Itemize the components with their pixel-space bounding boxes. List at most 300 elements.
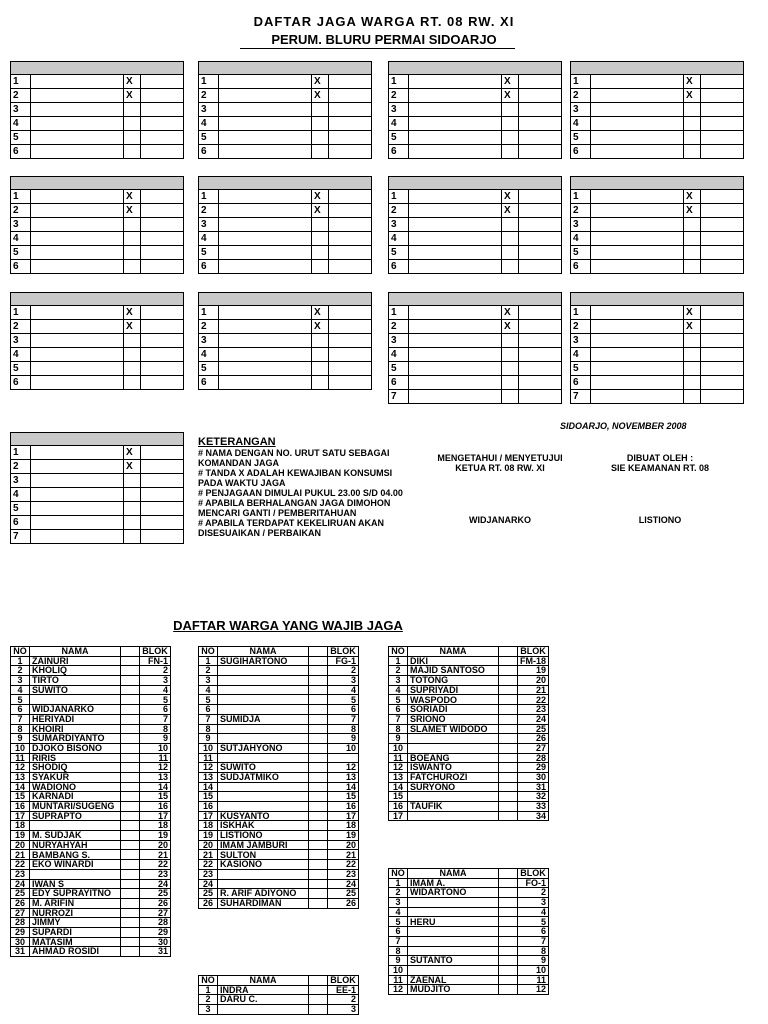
warga-gap [309,985,328,995]
guard-row-name [31,218,124,232]
guard-row-mark [124,117,141,131]
guard-row-mark [502,334,519,348]
warga-name: TIRTO [30,676,121,686]
guard-row-name [219,75,312,89]
guard-row-name [591,117,684,131]
warga-blok: 12 [328,763,359,773]
warga-row [389,656,549,666]
warga-blok: 19 [518,666,549,676]
warga-name: SUWITO [218,763,309,773]
guard-row-name [409,190,502,204]
guard-row [199,103,372,117]
warga-blok: 23 [328,869,359,879]
warga-row [199,850,359,860]
guard-row [11,145,184,159]
warga-gap [499,907,518,917]
warga-row [11,666,171,676]
guard-row-mark [124,260,141,274]
guard-row-mark [124,488,141,502]
keterangan-line: DISESUAIKAN / PERBAIKAN [198,528,322,538]
title-underline [240,48,515,49]
guard-row-extra [141,190,184,204]
guard-row-number: 4 [199,232,219,246]
warga-name: ISWANTO [408,763,499,773]
warga-row [11,918,171,928]
warga-gap [121,811,140,821]
guard-row [571,390,744,404]
warga-blok: 2 [328,666,359,676]
warga-blok: 4 [518,907,549,917]
warga-row [11,782,171,792]
warga-header-nama: NAMA [218,976,309,986]
keterangan-line: # APABILA TERDAPAT KEKELIRUAN AKAN [198,518,384,528]
guard-row-name [31,246,124,260]
warga-name: WASPODO [408,695,499,705]
warga-no: 2 [11,666,30,676]
warga-blok: 11 [140,753,171,763]
warga-name: DIKI [408,656,499,666]
guard-group-header [389,177,562,190]
guard-row [571,232,744,246]
guard-row-mark [502,362,519,376]
guard-row-mark [684,218,701,232]
guard-row-extra [141,502,184,516]
guard-row [389,131,562,145]
guard-row-mark [312,145,329,159]
warga-name: SUMIDJA [218,714,309,724]
warga-row [389,714,549,724]
guard-group-table [570,176,744,274]
guard-row-name [409,260,502,274]
guard-group-header [389,62,562,75]
warga-row [389,743,549,753]
warga-name: FATCHUROZI [408,772,499,782]
guard-row-number: 2 [571,204,591,218]
warga-blok: 12 [140,763,171,773]
guard-row-extra [701,75,744,89]
guard-row [199,348,372,362]
warga-no: 16 [11,802,30,812]
guard-row-mark: X [312,89,329,103]
guard-row-mark: X [124,204,141,218]
warga-no: 17 [11,811,30,821]
guard-row-number: 1 [11,75,31,89]
guard-row-number: 6 [11,145,31,159]
guard-row [389,89,562,103]
guard-row-mark [124,232,141,246]
warga-row [199,656,359,666]
warga-gap [499,714,518,724]
guard-row-number: 3 [571,103,591,117]
guard-row-mark [312,218,329,232]
guard-row-number: 5 [571,362,591,376]
guard-row-extra [701,117,744,131]
guard-row [199,75,372,89]
warga-name: SURYONO [408,782,499,792]
guard-row-name [591,306,684,320]
warga-name: TAUFIK [408,802,499,812]
warga-row [389,792,549,802]
left-role-2: KETUA RT. 08 RW. XI [455,463,545,473]
warga-no: 3 [389,898,408,908]
left-role-1: MENGETAHUI / MENYETUJUI [437,453,563,463]
guard-row-name [409,75,502,89]
warga-name: ZAENAL [408,975,499,985]
guard-row-mark [684,362,701,376]
guard-row-mark: X [502,306,519,320]
warga-gap [309,802,328,812]
warga-no: 19 [11,831,30,841]
guard-group-header [571,177,744,190]
warga-gap [121,782,140,792]
warga-gap [121,705,140,715]
warga-no: 16 [389,802,408,812]
warga-gap [121,879,140,889]
warga-no: 14 [199,782,218,792]
warga-gap [499,772,518,782]
guard-group-table [10,61,184,159]
guard-row-mark: X [502,320,519,334]
guard-row [199,306,372,320]
guard-row [11,117,184,131]
guard-row [11,89,184,103]
warga-no: 17 [389,811,408,821]
warga-name: SUDJATMIKO [218,772,309,782]
guard-group-header [11,177,184,190]
warga-name: MUDJITO [408,985,499,995]
keterangan-line: # TANDA X ADALAH KEWAJIBAN KONSUMSI [198,468,393,478]
warga-no: 10 [11,743,30,753]
warga-no: 8 [199,724,218,734]
guard-row-name [31,117,124,131]
guard-row-extra [141,348,184,362]
guard-row [199,362,372,376]
guard-row-number: 3 [199,103,219,117]
guard-row-mark [312,232,329,246]
guard-row [199,190,372,204]
warga-name: WADIONO [30,782,121,792]
guard-row-number: 6 [571,145,591,159]
warga-row [199,792,359,802]
guard-row-number: 4 [11,232,31,246]
guard-row-number: 1 [11,446,31,460]
guard-row-extra [519,260,562,274]
warga-row [11,831,171,841]
warga-name: DARU C. [218,995,309,1005]
warga-gap [309,763,328,773]
warga-row [199,753,359,763]
warga-blok [328,753,359,763]
warga-header-gap [499,869,518,879]
guard-row-mark: X [502,89,519,103]
warga-row [389,965,549,975]
warga-no: 7 [389,936,408,946]
guard-row-number: 3 [11,218,31,232]
warga-row [199,782,359,792]
warga-blok: 22 [518,695,549,705]
guard-row-extra [141,117,184,131]
warga-no: 23 [11,869,30,879]
guard-row [389,190,562,204]
guard-row-mark: X [684,306,701,320]
guard-row [389,348,562,362]
guard-row-name [409,246,502,260]
warga-no: 5 [389,695,408,705]
guard-group-header [199,293,372,306]
guard-row [11,306,184,320]
warga-blok: 8 [140,724,171,734]
warga-gap [309,889,328,899]
warga-name [218,666,309,676]
warga-row [389,946,549,956]
warga-row [389,936,549,946]
guard-row-extra [329,131,372,145]
warga-row [11,695,171,705]
warga-header-nama: NAMA [218,647,309,657]
warga-blok: 2 [140,666,171,676]
guard-row-number: 2 [199,320,219,334]
guard-row-number: 5 [199,246,219,260]
warga-blok: 11 [518,975,549,985]
warga-row [389,724,549,734]
warga-no: 24 [199,879,218,889]
warga-name: RIRIS [30,753,121,763]
warga-blok: 9 [140,734,171,744]
guard-row [199,131,372,145]
guard-row [389,218,562,232]
guard-row-number: 5 [11,362,31,376]
guard-row-extra [701,390,744,404]
warga-row [11,753,171,763]
warga-name: SUHARDIMAN [218,898,309,908]
guard-row-number: 3 [571,218,591,232]
guard-row-mark [312,246,329,260]
warga-row [389,802,549,812]
guard-row [571,145,744,159]
guard-row-mark: X [502,204,519,218]
guard-row-extra [329,145,372,159]
guard-row-name [409,232,502,246]
warga-blok: 20 [328,840,359,850]
guard-row [11,362,184,376]
warga-blok: 28 [140,918,171,928]
guard-row-name [591,348,684,362]
guard-row [11,516,184,530]
warga-gap [121,850,140,860]
warga-no: 5 [199,695,218,705]
guard-row-mark [684,103,701,117]
guard-group-table [198,292,372,390]
guard-row-number: 6 [199,376,219,390]
guard-group-header [389,293,562,306]
guard-row-name [31,89,124,103]
guard-row-number: 6 [389,260,409,274]
warga-blok: 23 [518,705,549,715]
warga-gap [499,782,518,792]
warga-gap [121,927,140,937]
warga-row [199,879,359,889]
warga-name: IWAN S [30,879,121,889]
warga-no: 12 [199,763,218,773]
warga-name [408,734,499,744]
guard-row-extra [519,246,562,260]
warga-gap [121,763,140,773]
keterangan-line: KOMANDAN JAGA [198,458,279,468]
warga-gap [499,888,518,898]
warga-no: 26 [199,898,218,908]
warga-row [199,1005,359,1015]
guard-row-mark [312,260,329,274]
warga-name: KHOIRI [30,724,121,734]
warga-no: 20 [199,840,218,850]
warga-row [11,714,171,724]
guard-row-number: 5 [571,131,591,145]
guard-row-mark: X [312,204,329,218]
guard-row-extra [329,190,372,204]
warga-blok: 24 [328,879,359,889]
guard-row-mark: X [124,306,141,320]
warga-no: 25 [11,889,30,899]
warga-row [389,985,549,995]
warga-gap [121,792,140,802]
guard-row [389,75,562,89]
warga-row [199,734,359,744]
warga-no: 25 [199,889,218,899]
warga-name: MAJID SANTOSO [408,666,499,676]
warga-blok: 14 [140,782,171,792]
warga-no: 11 [11,753,30,763]
guard-row-mark [684,145,701,159]
warga-gap [499,792,518,802]
guard-row-number: 1 [571,306,591,320]
warga-blok: 16 [140,802,171,812]
guard-row-name [409,348,502,362]
warga-blok: 9 [328,734,359,744]
warga-name [218,1005,309,1015]
guard-row-name [591,362,684,376]
warga-blok: 10 [140,743,171,753]
warga-no: 14 [389,782,408,792]
warga-name: HERU [408,917,499,927]
guard-row-mark [684,376,701,390]
warga-row [199,811,359,821]
guard-row-mark [502,260,519,274]
guard-row-extra [519,320,562,334]
guard-row-name [31,376,124,390]
warga-gap [309,772,328,782]
guard-row-mark [124,348,141,362]
warga-blok: 14 [328,782,359,792]
warga-gap [121,918,140,928]
guard-group-table [10,176,184,274]
warga-row [199,705,359,715]
warga-no: 10 [199,743,218,753]
warga-blok: 22 [140,860,171,870]
warga-name [408,936,499,946]
warga-blok: 27 [140,908,171,918]
warga-name: SLAMET WIDODO [408,724,499,734]
guard-row-extra [141,460,184,474]
warga-row [389,782,549,792]
warga-gap [499,695,518,705]
warga-gap [499,975,518,985]
guard-row-number: 2 [571,89,591,103]
guard-row-name [31,232,124,246]
warga-header-no: NO [389,869,408,879]
guard-row-name [409,376,502,390]
warga-name [218,734,309,744]
guard-row-mark [684,390,701,404]
guard-row-name [219,362,312,376]
guard-row-name [31,306,124,320]
guard-row-extra [141,131,184,145]
guard-row-extra [519,89,562,103]
warga-blok: 22 [328,860,359,870]
warga-row [389,878,549,888]
guard-row-mark [124,502,141,516]
guard-group-table [388,61,562,159]
warga-row [11,860,171,870]
warga-header-no: NO [11,647,30,657]
guard-row-name [591,89,684,103]
warga-gap [121,840,140,850]
warga-gap [309,860,328,870]
guard-row-extra [141,474,184,488]
guard-row-mark [502,218,519,232]
guard-row [571,75,744,89]
guard-row-number: 5 [11,502,31,516]
guard-row [11,474,184,488]
guard-row [389,376,562,390]
warga-name: SUGIHARTONO [218,656,309,666]
warga-name: ISKHAK [218,821,309,831]
guard-row-mark: X [312,320,329,334]
guard-row-name [31,75,124,89]
warga-no: 18 [199,821,218,831]
guard-row-number: 5 [389,246,409,260]
warga-row [389,956,549,966]
guard-row-number: 3 [389,103,409,117]
guard-row-number: 2 [389,89,409,103]
guard-row-number: 6 [11,376,31,390]
guard-row [199,204,372,218]
guard-row-number: 1 [11,190,31,204]
guard-row-number: 2 [389,204,409,218]
guard-row-extra [701,204,744,218]
warga-gap [121,831,140,841]
warga-gap [121,724,140,734]
warga-no: 22 [199,860,218,870]
warga-gap [309,879,328,889]
keterangan-notes [198,436,403,538]
warga-name [218,705,309,715]
warga-no: 7 [389,714,408,724]
guard-row [389,320,562,334]
guard-row-number: 3 [11,103,31,117]
guard-row-extra [141,530,184,544]
warga-no: 6 [11,705,30,715]
warga-gap [499,763,518,773]
warga-gap [499,917,518,927]
warga-row [199,772,359,782]
guard-row-mark [502,103,519,117]
warga-gap [309,685,328,695]
guard-row-number: 2 [571,320,591,334]
guard-row [11,460,184,474]
warga-row [389,975,549,985]
guard-row-mark: X [312,190,329,204]
guard-row-name [409,204,502,218]
